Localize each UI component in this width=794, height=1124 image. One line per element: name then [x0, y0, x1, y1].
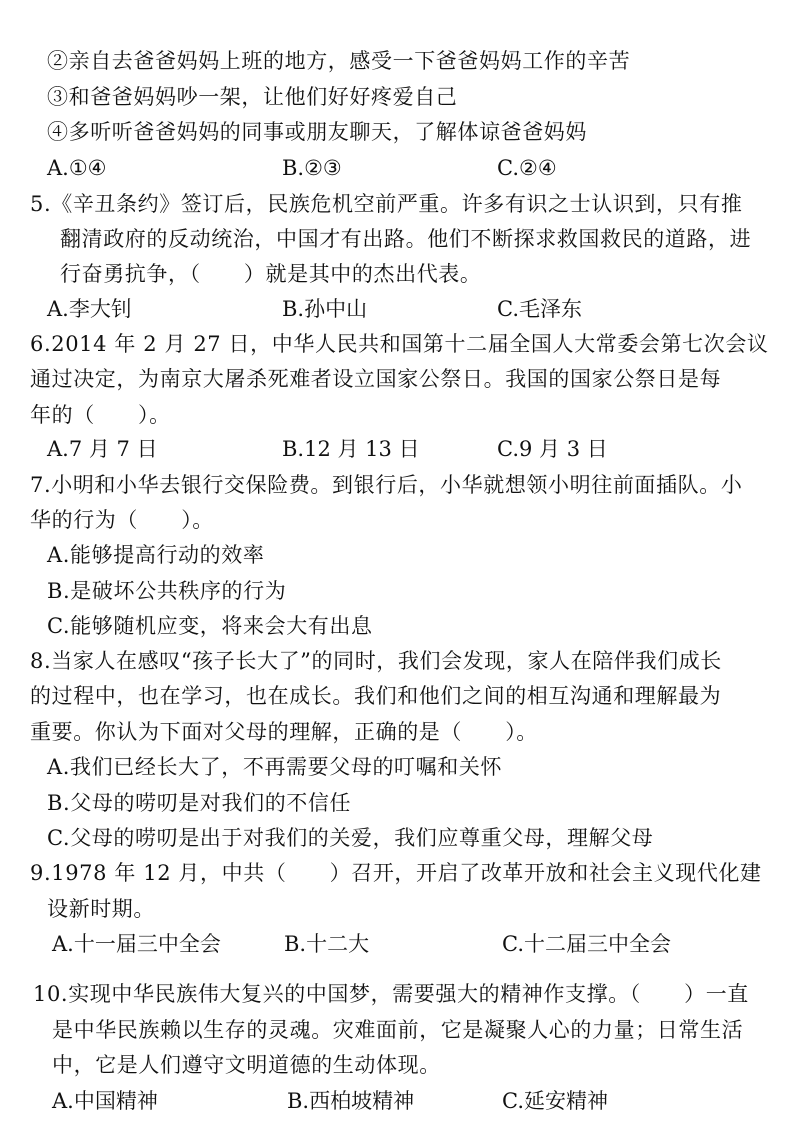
q10-option-c: C.延安精神 — [502, 1089, 608, 1113]
q8-line-1: 8.当家人在感叹“孩子长大了”的同时，我们会发现，家人在陪伴我们成长 — [30, 649, 722, 673]
q10-option-a: A.中国精神 — [52, 1089, 158, 1113]
q8-option-b: B.父母的唠叨是对我们的不信任 — [47, 791, 352, 815]
q6-option-c: C.9 月 3 日 — [497, 437, 608, 461]
q9-option-b: B.十二大 — [284, 932, 370, 956]
q8-option-c: C.父母的唠叨是出于对我们的关爱，我们应尊重父母，理解父母 — [47, 826, 654, 850]
q9-line-2: 设新时期。 — [47, 897, 155, 921]
q5-option-c: C.毛泽东 — [497, 297, 582, 321]
q5-line-2: 翻清政府的反动统治，中国才有出路。他们不断探求救国救民的道路，进 — [60, 227, 752, 251]
q4-item-3: ③和爸爸妈妈吵一架，让他们好好疼爱自己 — [47, 85, 458, 109]
q8-line-2: 的过程中，也在学习，也在成长。我们和他们之间的相互沟通和理解最为 — [30, 684, 722, 708]
q6-line-2: 通过决定，为南京大屠杀死难者设立国家公祭日。我国的国家公祭日是每 — [30, 367, 722, 391]
q4-option-b: B.②③ — [282, 156, 342, 180]
q9-line-1: 9.1978 年 12 月，中共（ ）召开，开启了改革开放和社会主义现代化建 — [30, 861, 762, 885]
q4-item-4: ④多听听爸爸妈妈的同事或朋友聊天，了解体谅爸爸妈妈 — [47, 120, 587, 144]
q4-item-2: ②亲自去爸爸妈妈上班的地方，感受一下爸爸妈妈工作的辛苦 — [47, 49, 631, 73]
q8-option-a: A.我们已经长大了，不再需要父母的叮嘱和关怀 — [47, 755, 503, 779]
q7-line-1: 7.小明和小华去银行交保险费。到银行后，小华就想领小明往前面插队。小 — [30, 473, 743, 497]
q10-line-1: 10.实现中华民族伟大复兴的中国梦，需要强大的精神作支撑。（ ）一直 — [33, 982, 749, 1006]
q7-option-b: B.是破坏公共秩序的行为 — [47, 579, 287, 603]
q10-line-2: 是中华民族赖以生存的灵魂。灾难面前，它是凝聚人心的力量；日常生活 — [52, 1018, 744, 1042]
q5-option-a: A.李大钊 — [47, 297, 132, 321]
q6-option-b: B.12 月 13 日 — [282, 437, 420, 461]
q7-option-c: C.能够随机应变，将来会大有出息 — [47, 614, 373, 638]
q10-option-b: B.西柏坡精神 — [287, 1089, 415, 1113]
q9-option-c: C.十二届三中全会 — [502, 932, 671, 956]
q4-option-a: A.①④ — [47, 156, 107, 180]
q6-line-1: 6.2014 年 2 月 27 日，中华人民共和国第十二届全国人大常委会第七次会议 — [30, 332, 769, 356]
q8-line-3: 重要。你认为下面对父母的理解，正确的是（ ）。 — [30, 720, 538, 744]
q6-line-3: 年的（ ）。 — [30, 403, 171, 427]
q5-option-b: B.孙中山 — [282, 297, 368, 321]
q10-line-3: 中，它是人们遵守文明道德的生动体现。 — [52, 1053, 441, 1077]
q7-option-a: A.能够提高行动的效率 — [47, 543, 265, 567]
q5-line-3: 行奋勇抗争，（ ）就是其中的杰出代表。 — [60, 262, 482, 286]
q5-line-1: 5.《辛丑条约》签订后，民族危机空前严重。许多有识之士认识到，只有推 — [30, 192, 743, 216]
q7-line-2: 华的行为（ ）。 — [30, 508, 214, 532]
q9-option-a: A.十一届三中全会 — [52, 932, 221, 956]
q4-option-c: C.②④ — [497, 156, 557, 180]
q6-option-a: A.7 月 7 日 — [47, 437, 158, 461]
